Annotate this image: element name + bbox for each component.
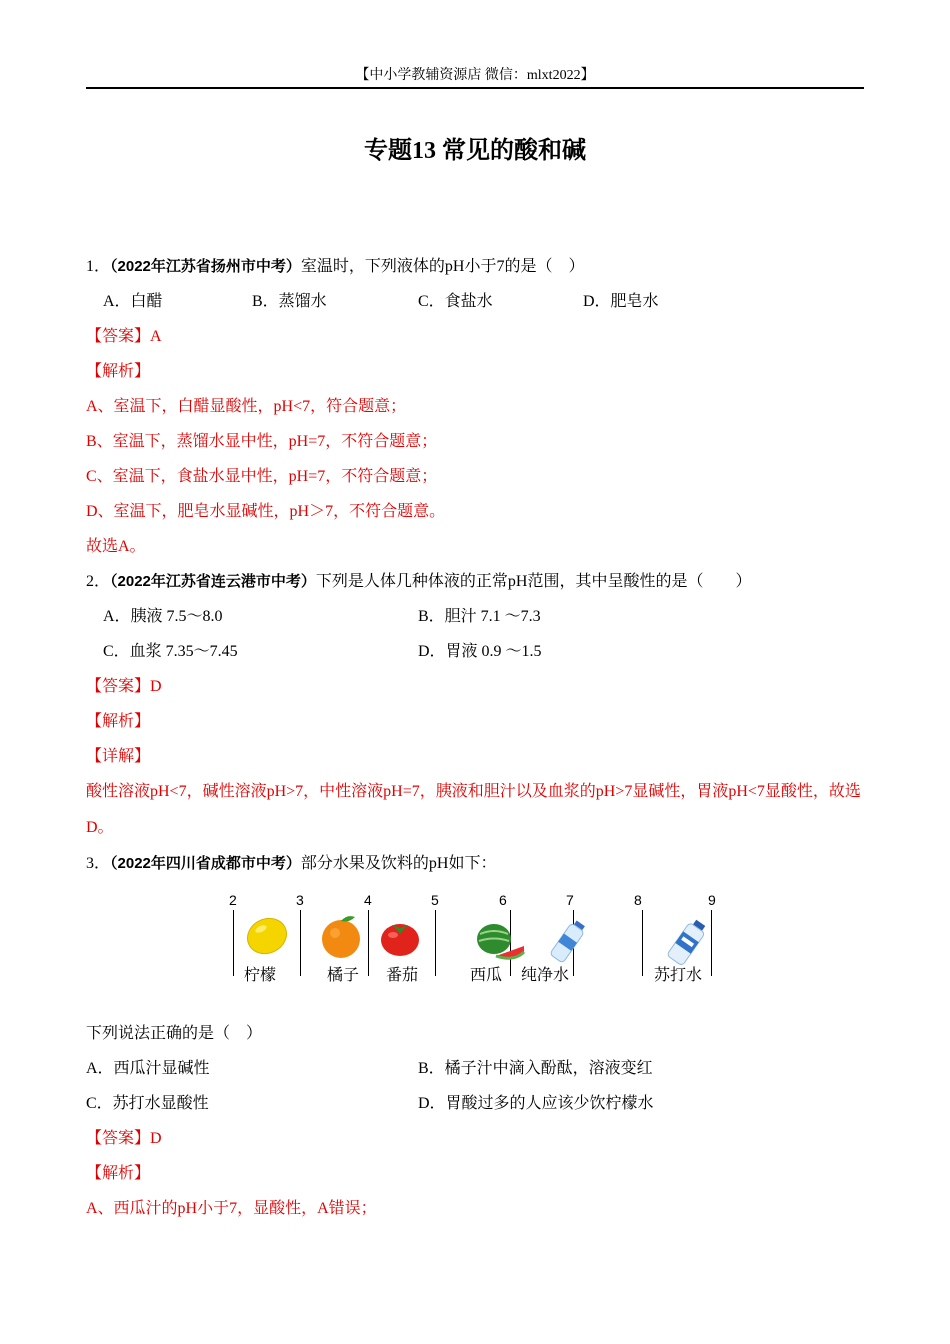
ph-line — [435, 910, 436, 976]
q2-stem-line — [86, 571, 751, 593]
q1-analysis-b: B、室温下，蒸馏水显中性，pH=7，不符合题意； — [86, 433, 438, 450]
q1-option-b: B．蒸馏水 — [252, 293, 327, 310]
ph-tick-5: 5 — [431, 892, 439, 908]
ph-line — [233, 910, 234, 976]
q2-detail: 酸性溶液pH<7，碱性溶液pH>7，中性溶液pH=7，胰液和胆汁以及血浆的pH>7显碱性，胃液pH<7显酸性，故选D。 — [86, 783, 861, 836]
water-bottle-icon — [546, 918, 592, 966]
q2-option-d: D．胃液 0.9 ～1.5 — [418, 643, 542, 660]
ph-tick-2: 2 — [229, 892, 237, 908]
ph-tick-3: 3 — [296, 892, 304, 908]
q2-option-c: C．血浆 7.35～7.45 — [103, 643, 238, 660]
q1-stem: 室温时，下列液体的pH小于7的是（ ） — [300, 258, 585, 275]
q1-analysis-d: D、室温下，肥皂水显碱性，pH＞7，不符合题意。 — [86, 503, 446, 520]
q1-answer: 【答案】A — [86, 328, 162, 345]
q3-question: 下列说法正确的是（ ） — [86, 1025, 263, 1042]
watermelon-icon — [474, 922, 526, 960]
q1-analysis-label: 【解析】 — [86, 363, 151, 380]
q3-option-b: B．橘子汁中滴入酚酞，溶液变红 — [418, 1060, 653, 1077]
q2-analysis-label: 【解析】 — [86, 713, 151, 730]
q2-number: 2． — [86, 573, 111, 590]
q3-option-d: D．胃酸过多的人应该少饮柠檬水 — [418, 1095, 654, 1112]
q3-answer: 【答案】D — [86, 1130, 162, 1147]
tomato-icon — [378, 914, 422, 958]
q3-stem-line — [86, 853, 496, 875]
q1-analysis-c: C、室温下，食盐水显中性，pH=7，不符合题意； — [86, 468, 438, 485]
header-rule — [86, 87, 864, 89]
q1-stem-line — [86, 256, 584, 278]
orange-icon — [317, 912, 365, 960]
q3-stem: 部分水果及饮料的pH如下： — [300, 855, 497, 872]
item-label-tomato: 番茄 — [386, 965, 419, 984]
q1-analysis-a: A、室温下，白醋显酸性，pH<7，符合题意； — [86, 398, 407, 415]
ph-tick-9: 9 — [708, 892, 716, 908]
page-title: 专题13 常见的酸和碱 — [364, 138, 586, 164]
q2-answer: 【答案】D — [86, 678, 162, 695]
item-label-orange: 橘子 — [327, 965, 360, 984]
q3-option-a: A．西瓜汁显碱性 — [86, 1060, 210, 1077]
ph-tick-4: 4 — [364, 892, 372, 908]
soda-water-bottle-icon — [664, 918, 712, 966]
q3-analysis-label: 【解析】 — [86, 1165, 151, 1182]
ph-tick-7: 7 — [566, 892, 574, 908]
q2-source: （2022年江苏省连云港市中考） — [110, 573, 316, 590]
ph-tick-8: 8 — [634, 892, 642, 908]
q3-number: 3． — [86, 855, 111, 872]
q2-detail-label: 【详解】 — [86, 748, 151, 765]
ph-line — [368, 910, 369, 976]
q1-conclusion: 故选A。 — [86, 538, 146, 555]
q3-analysis-a: A、西瓜汁的pH小于7，显酸性，A错误； — [86, 1200, 377, 1217]
q1-source: （2022年江苏省扬州市中考） — [110, 258, 301, 275]
q3-option-c: C．苏打水显酸性 — [86, 1095, 209, 1112]
ph-tick-6: 6 — [499, 892, 507, 908]
item-label-purified-water: 纯净水 — [521, 965, 570, 984]
lemon-icon — [244, 914, 290, 956]
item-label-soda-water: 苏打水 — [654, 965, 703, 984]
item-label-lemon: 柠檬 — [244, 965, 277, 984]
q1-number: 1． — [86, 258, 111, 275]
q2-stem: 下列是人体几种体液的正常pH范围，其中呈酸性的是（ ） — [315, 573, 752, 590]
ph-line — [642, 910, 643, 976]
q3-source: （2022年四川省成都市中考） — [110, 855, 301, 872]
item-label-watermelon: 西瓜 — [470, 965, 503, 984]
q1-option-a: A．白醋 — [103, 293, 163, 310]
q2-option-b: B．胆汁 7.1 ～7.3 — [418, 608, 541, 625]
q1-option-d: D．肥皂水 — [583, 293, 659, 310]
ph-line — [300, 910, 301, 976]
q2-option-a: A．胰液 7.5～8.0 — [103, 608, 223, 625]
page-header: 【中小学教辅资源店 微信：mlxt2022】 — [355, 68, 595, 83]
ph-scale-figure — [224, 892, 724, 988]
q1-option-c: C．食盐水 — [418, 293, 493, 310]
